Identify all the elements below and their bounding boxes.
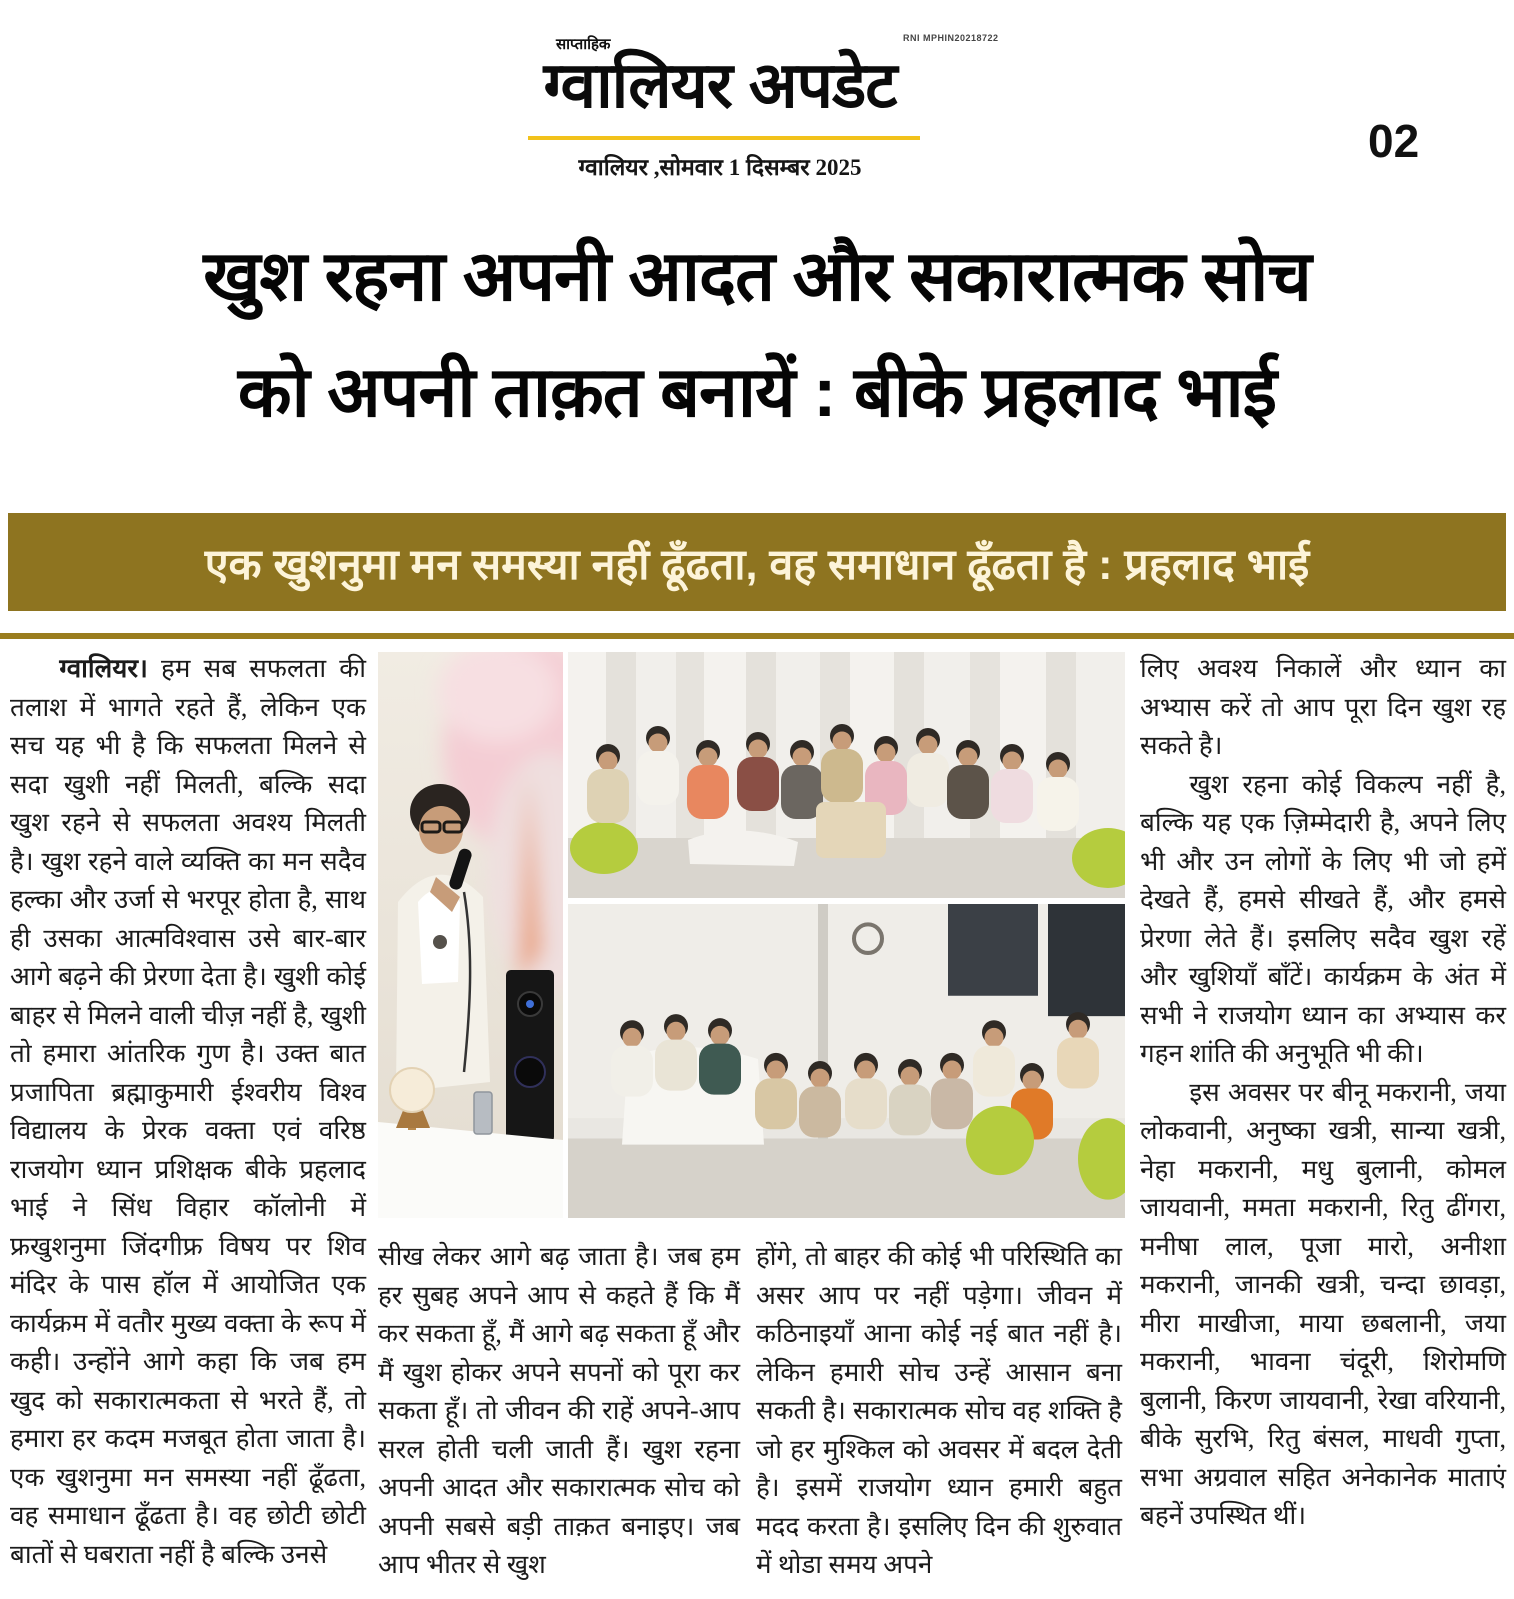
edition-label: साप्ताहिक — [556, 36, 611, 53]
headline-line-2: को अपनी ताक़त बनायें : बीके प्रहलाद भाई — [237, 353, 1277, 431]
photo-speaker — [378, 652, 563, 1218]
newspaper-title: ग्वालियर अपडेट — [543, 49, 897, 121]
page-number: 02 — [1368, 115, 1420, 167]
masthead-underline — [528, 136, 920, 140]
column1-text: हम सब सफलता की तलाश में भागते रहते हैं, लेकिन एक सच यह भी है कि सफलता मिलने से सदा खुशी नहीं मिलती, बल्कि सदा खुश रहने से सफलता अवश्य मिलती है। खुश रहने वाले व्यक्ति का मन सदैव हल्का और उर्जा से भरपूर होता है, साथ ही उसका आत्मविश्वास उसे बार-बार आगे बढ़ने की प्रेरणा देता है। खुशी कोई बाहर से मिलने वाली चीज़ नहीं है, खुशी तो हमारा आंतरिक गुण है। उक्त बात प्रजापिता ब्रह्माकुमारी ईश्वरीय विश्व विद्यालय के प्रेरक वक्ता एवं वरिष्ठ राजयोग ध्यान प्रशिक्षक बीके प्रहलाद भाई ने सिंध विहार कॉलोनी में फ्रखुशनुमा जिंदगीफ्र विषय पर शिव मंदिर के पास हॉल में आयोजित एक कार्यक्रम में वतौर मुख्य वक्ता के रूप में कही। उन्होंने आगे कहा कि जब हम खुद को सकारात्मकता से भरते हैं, तो हमारा हर कदम मजबूत होता जाता है। एक खुशनुमा मन समस्या नहीं ढूँढता, वह समाधान ढूँढता है। वह छोटी छोटी बातों से घबराता नहीं है बल्कि उनसे — [10, 654, 366, 1569]
column4-paragraph-3: इस अवसर पर बीनू मकरानी, जया लोकवानी, अनुष्का खत्री, सान्या खत्री, नेहा मकरानी, मधु बुलानी, कोमल जायवानी, ममता मकरानी, रितु ढींगरा, मनीषा लाल, पूजा मारो, अनीशा मकरानी, जानकी खत्री, चन्दा छावड़ा, मीरा माखीजा, माया छबलानी, जया मकरानी, भावना चंदूरी, शिरोमणि बुलानी, किरण जायवानी, रेखा वरियानी, बीके सुरभि, रितु बंसल, माधवी गुप्ता, सभा अग्रवाल सहित अनेकानेक माताएं बहनें उपस्थित थीं। — [1140, 1077, 1506, 1530]
article-column-4 — [1140, 650, 1506, 1536]
main-headline — [14, 218, 1500, 450]
rni-number: RNI MPHIN20218722 — [903, 33, 999, 43]
photo-collage — [378, 652, 1125, 1218]
article-paragraph — [10, 650, 366, 1574]
photo-audience-top — [568, 652, 1125, 898]
article-column-3 — [756, 1238, 1122, 1585]
photo-audience-bottom — [568, 904, 1125, 1218]
column3-text: होंगे, तो बाहर की कोई भी परिस्थिति का असर आप पर नहीं पड़ेगा। जीवन में कठिनाइयाँ आना कोई नई बात नहीं है। लेकिन हमारी सोच उन्हें आसान बना सकती है। सकारात्मक सोच वह शक्ति है जो हर मुश्किल को अवसर में बदल देती है। इसमें राजयोग ध्यान हमारी बहुत मदद करता है। इसलिए दिन की शुरुवात में थोडा समय अपने — [756, 1242, 1122, 1579]
headline-line-1: खुश रहना अपनी आदत और सकारात्मक सोच — [203, 237, 1311, 315]
column2-text: सीख लेकर आगे बढ़ जाता है। जब हम हर सुबह अपने आप से कहते हैं कि मैं कर सकता हूँ, मैं आगे बढ़ सकता हूँ और मैं खुश होकर अपने सपनों को पूरा कर सकता हूँ। तो जीवन की राहें अपने-आप सरल होती चली जाती हैं। खुश रहना अपनी आदत और सकारात्मक सोच को अपनी सबसे बड़ी ताक़त बनाइए। जब आप भीतर से खुश — [378, 1242, 740, 1579]
column4-paragraph-1: लिए अवश्य निकालें और ध्यान का अभ्यास करें तो आप पूरा दिन खुश रह सकते है। — [1140, 654, 1506, 760]
sub-headline-band — [8, 513, 1506, 611]
dateline: ग्वालियर ,सोमवार 1 दिसम्बर 2025 — [578, 155, 862, 180]
article-column-1 — [10, 650, 366, 1574]
article-column-2 — [378, 1238, 740, 1585]
sub-headline-text: एक खुशनुमा मन समस्या नहीं ढूँढता, वह समाधान ढूँढता है : प्रहलाद भाई — [204, 540, 1310, 589]
column4-paragraph-2: खुश रहना कोई विकल्प नहीं है, बल्कि यह एक ज़िम्मेदारी है, अपने लिए भी और उन लोगों के लिए भी जो हमें देखते हैं, हमसे सीखते हैं, और हमसे प्रेरणा लेते हैं। इसलिए सदैव खुश रहें और खुशियाँ बाँटें। कार्यक्रम के अंत में सभी ने राजयोग ध्यान का अभ्यास कर गहन शांति की अनुभूति भी की। — [1140, 769, 1506, 1068]
horizontal-rule — [0, 633, 1514, 639]
location-lead: ग्वालियर। — [59, 654, 148, 683]
